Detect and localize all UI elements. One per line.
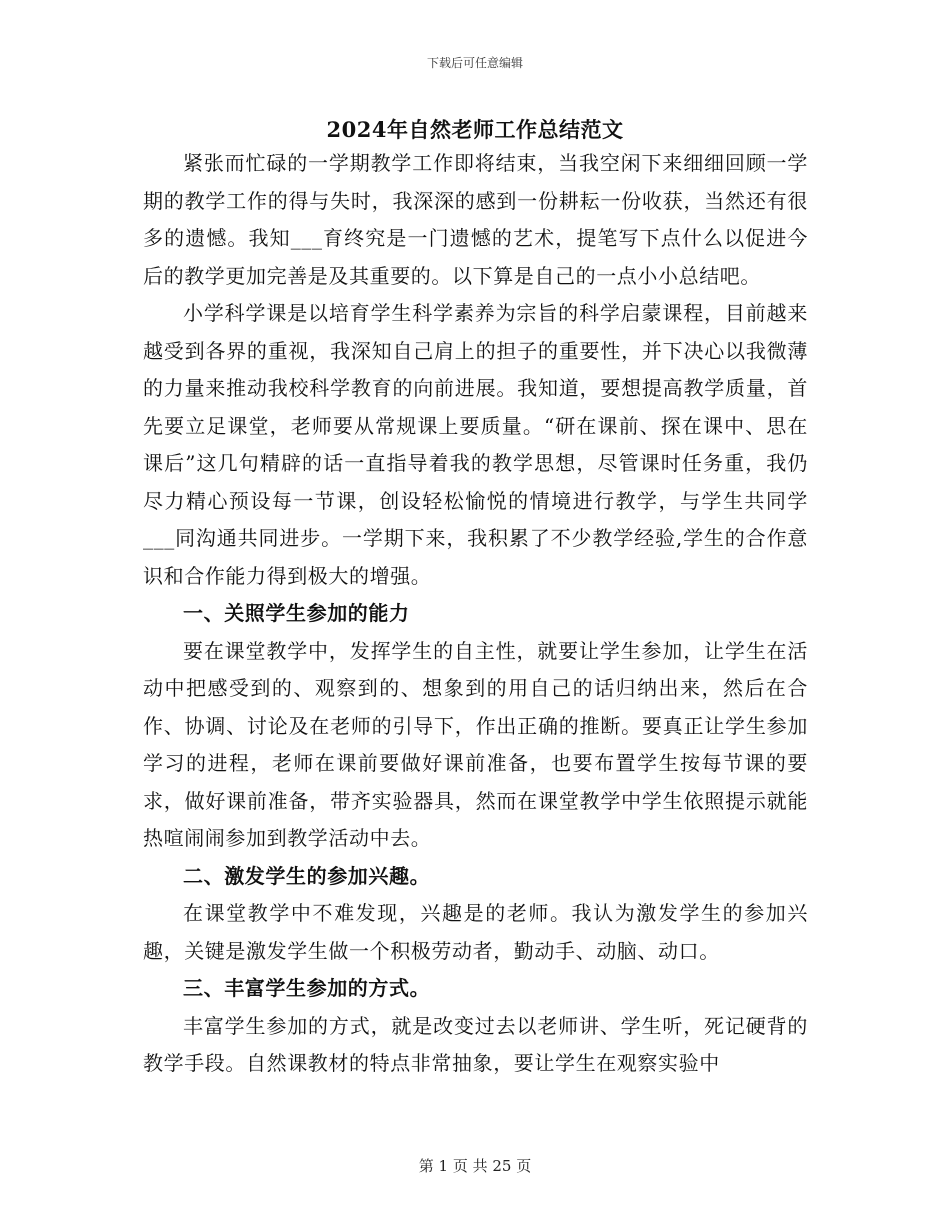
page-number: 第 1 页 共 25 页 — [418, 1157, 532, 1175]
intro-paragraph-2: 小学科学课是以培育学生科学素养为宗旨的科学启蒙课程，目前越来越受到各界的重视，我深知自己肩上的担子的重要性，并下决心以我微薄的力量来推动我校科学教育的向前进展。我知道，要想提高教学质量，首先要立足课堂，老师要从常规课上要质量。“研在课前、探在课中、思在课后”这几句精辟的话一直指导着我的教学思想，尽管课时任务重，我仍尽力精心预设每一节课，创设轻松愉悦的情境进行教学，与学生共同学___同沟通共同进步。一学期下来，我积累了不少教学经验,学生的合作意识和合作能力得到极大的增强。 — [143, 301, 808, 588]
section-1-paragraph: 要在课堂教学中，发挥学生的自主性，就要让学生参加，让学生在活动中把感受到的、观察到的、想象到的用自己的话归纳出来，然后在合作、协调、讨论及在老师的引导下，作出正确的推断。要真正让学生参加学习的进程，老师在课前要做好课前准备，也要布置学生按每节课的要求，做好课前准备，带齐实验器具，然而在课堂教学中学生依照提示就能热喧闹闹参加到教学活动中去。 — [143, 638, 808, 850]
header-note: 下载后可任意编辑 — [426, 56, 523, 70]
section-heading-1: 一、关照学生参加的能力 — [183, 601, 410, 625]
section-heading-2: 二、激发学生的参加兴趣。 — [183, 863, 431, 888]
section-3-paragraph: 丰富学生参加的方式，就是改变过去以老师讲、学生听，死记硬背的教学手段。自然课教材的特点非常抽象，要让学生在观察实验中 — [143, 1013, 808, 1075]
section-heading-3: 三、丰富学生参加的方式。 — [183, 976, 431, 1000]
document-body — [143, 145, 808, 1083]
intro-paragraph-1: 紧张而忙碌的一学期教学工作即将结束，当我空闲下来细细回顾一学期的教学工作的得与失时，我深深的感到一份耕耘一份收获，当然还有很多的遗憾。我知___育终究是一门遗憾的艺术，提笔写下点什么以促进今后的教学更加完善是及其重要的。以下算是自己的一点小小总结吧。 — [143, 151, 808, 288]
document-title: 2024年自然老师工作总结范文 — [326, 117, 624, 142]
section-2-paragraph: 在课堂教学中不难发现，兴趣是的老师。我认为激发学生的参加兴趣，关键是激发学生做一个积极劳动者，勤动手、动脑、动口。 — [143, 901, 808, 963]
